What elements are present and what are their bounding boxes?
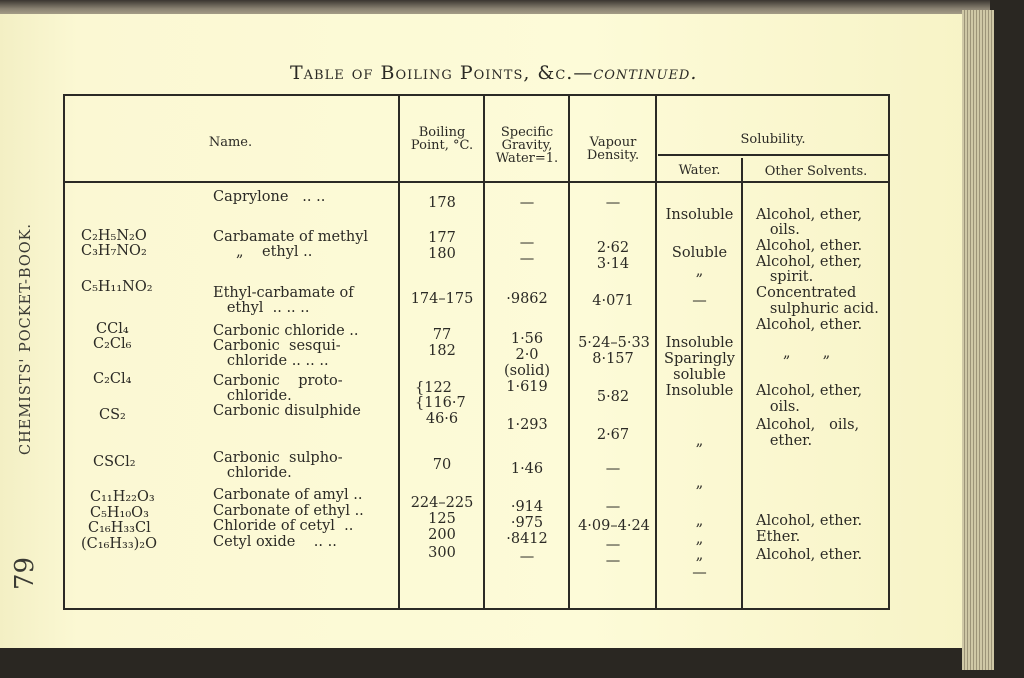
- water-cell: „: [695, 475, 704, 491]
- formula: C₅H₁₁NO₂: [81, 279, 153, 295]
- boiling-cell: 125: [428, 511, 456, 527]
- header-water: Water.: [678, 163, 721, 178]
- gravity-cell: —: [519, 549, 535, 565]
- formula: C₂Cl₄: [93, 371, 132, 387]
- gravity-cell: ·914: [510, 499, 544, 515]
- water-cell: soluble: [673, 367, 726, 383]
- gravity-cell: —: [519, 235, 535, 251]
- name-cell: Carbonic sulpho-: [213, 450, 343, 466]
- name-cell: chloride .. .. ..: [213, 353, 329, 369]
- formula: C₁₆H₃₃Cl: [88, 520, 151, 536]
- water-cell: „: [695, 547, 704, 563]
- water-cell: Soluble: [671, 245, 728, 261]
- rule-solubility: [658, 154, 890, 156]
- boiling-cell: 200: [428, 527, 456, 543]
- gravity-cell: ·8412: [506, 531, 548, 547]
- vapour-cell: —: [605, 195, 621, 211]
- other-cell: „ „: [783, 345, 831, 361]
- vapour-cell: 5·82: [596, 389, 630, 405]
- name-cell: Carbonic sesqui-: [213, 338, 341, 354]
- header-other: Other Solvents.: [764, 164, 868, 179]
- vapour-cell: 3·14: [596, 256, 630, 272]
- gravity-cell: —: [519, 251, 535, 267]
- boiling-cell: 180: [428, 246, 456, 262]
- water-cell: Insoluble: [665, 383, 734, 399]
- boiling-cell: 177: [428, 230, 456, 246]
- name-cell: Carbonic proto-: [213, 373, 343, 389]
- water-cell: Insoluble: [665, 207, 734, 223]
- table-title: [290, 62, 697, 84]
- formula: C₂H₅N₂O: [81, 228, 147, 244]
- other-cell: Alcohol, ether.: [756, 238, 863, 254]
- name-cell: Cetyl oxide .. ..: [213, 534, 337, 550]
- gravity-cell: ·975: [510, 515, 544, 531]
- name-cell: chloride.: [213, 388, 292, 404]
- vapour-cell: —: [605, 537, 621, 553]
- name-cell: chloride.: [213, 465, 292, 481]
- name-cell: Carbonate of amyl ..: [213, 487, 363, 503]
- rule-boiling: [483, 96, 485, 608]
- boiling-cell: {116·7: [415, 395, 466, 411]
- name-cell: „ ethyl ..: [213, 244, 313, 260]
- name-cell: ethyl .. .. ..: [213, 300, 310, 316]
- title-continued: continued.: [593, 62, 698, 84]
- running-header: CHEMISTS' POCKET-BOOK.: [18, 222, 34, 455]
- boiling-cell: 46·6: [425, 411, 459, 427]
- vapour-cell: 5·24–5·33: [578, 335, 650, 351]
- boiling-cell: {122: [415, 380, 452, 396]
- water-cell: „: [695, 433, 704, 449]
- boiling-cell: 77: [432, 327, 452, 343]
- header-name: Name.: [208, 135, 253, 150]
- page-edges: [962, 10, 994, 670]
- boiling-cell: 178: [428, 195, 456, 211]
- formula: C₃H₇NO₂: [81, 243, 147, 259]
- rule-header: [63, 181, 890, 183]
- water-cell: „: [695, 531, 704, 547]
- gravity-cell: (solid): [503, 363, 551, 379]
- water-cell: „: [695, 513, 704, 529]
- water-cell: Insoluble: [665, 335, 734, 351]
- header-gravity: Specific Gravity, Water=1.: [495, 125, 559, 166]
- name-cell: Carbonic disulphide: [213, 403, 361, 419]
- other-cell: Alcohol, ether.: [756, 547, 863, 563]
- water-cell: Sparingly: [664, 351, 735, 367]
- vapour-cell: —: [605, 553, 621, 569]
- rule-left: [63, 96, 65, 608]
- other-cell: oils.: [756, 399, 800, 415]
- gravity-cell: 1·46: [510, 461, 544, 477]
- formula: CCl₄: [96, 321, 129, 337]
- other-cell: Alcohol, ether.: [756, 513, 863, 529]
- boiling-cell: 300: [428, 545, 456, 561]
- header-boiling: Boiling Point, °C.: [410, 125, 474, 153]
- other-cell: Alcohol, ether,: [756, 207, 863, 223]
- rule-name: [398, 96, 400, 608]
- other-cell: Alcohol, ether,: [756, 383, 863, 399]
- formula: C₁₁H₂₂O₃: [90, 489, 155, 505]
- rule-water: [741, 158, 743, 608]
- other-cell: Ether.: [756, 529, 801, 545]
- name-cell: Carbonate of ethyl ..: [213, 503, 364, 519]
- name-cell: Ethyl-carbamate of: [213, 285, 354, 301]
- vapour-cell: 2·67: [596, 427, 630, 443]
- vapour-cell: 4·071: [592, 293, 634, 309]
- other-cell: sulphuric acid.: [756, 301, 879, 317]
- formula: (C₁₆H₃₃)₂O: [81, 536, 158, 552]
- name-cell: Caprylone .. ..: [213, 189, 326, 205]
- gravity-cell: ·9862: [506, 291, 548, 307]
- formula: C₂Cl₆: [93, 336, 132, 352]
- boiling-cell: 182: [428, 343, 456, 359]
- other-cell: Concentrated: [756, 285, 857, 301]
- boiling-cell: 70: [432, 457, 452, 473]
- other-cell: ether.: [756, 433, 813, 449]
- gravity-cell: 1·56: [510, 331, 544, 347]
- water-cell: —: [692, 565, 707, 581]
- other-cell: Alcohol, ether.: [756, 317, 863, 333]
- name-cell: Carbonic chloride ..: [213, 323, 359, 339]
- name-cell: Chloride of cetyl ..: [213, 518, 354, 534]
- name-cell: Carbamate of methyl: [213, 229, 369, 245]
- header-vapour: Vapour Density.: [586, 135, 640, 163]
- header-solubility: Solubility.: [740, 132, 806, 147]
- other-cell: oils.: [756, 222, 800, 238]
- gravity-cell: 1·293: [506, 417, 548, 433]
- page-number: 79: [10, 556, 40, 590]
- boiling-cell: 174–175: [410, 291, 474, 307]
- boiling-points-table: [63, 94, 890, 610]
- gravity-cell: —: [519, 195, 535, 211]
- water-cell: —: [692, 293, 707, 309]
- vapour-cell: —: [605, 499, 621, 515]
- title-main: Table of Boiling Points, &c.—: [290, 62, 594, 84]
- other-cell: Alcohol, oils,: [756, 417, 860, 433]
- formula: CS₂: [99, 407, 126, 423]
- boiling-cell: 224–225: [410, 495, 474, 511]
- gravity-cell: 1·619: [506, 379, 548, 395]
- other-cell: spirit.: [756, 269, 814, 285]
- water-cell: „: [695, 263, 704, 279]
- rule-right: [888, 96, 890, 608]
- vapour-cell: 8·157: [592, 351, 634, 367]
- vapour-cell: 2·62: [596, 240, 630, 256]
- formula: C₅H₁₀O₃: [90, 505, 149, 521]
- formula: CSCl₂: [93, 454, 136, 470]
- vapour-cell: 4·09–4·24: [578, 518, 650, 534]
- other-cell: Alcohol, ether,: [756, 254, 863, 270]
- gravity-cell: 2·0: [515, 347, 539, 363]
- vapour-cell: —: [605, 461, 621, 477]
